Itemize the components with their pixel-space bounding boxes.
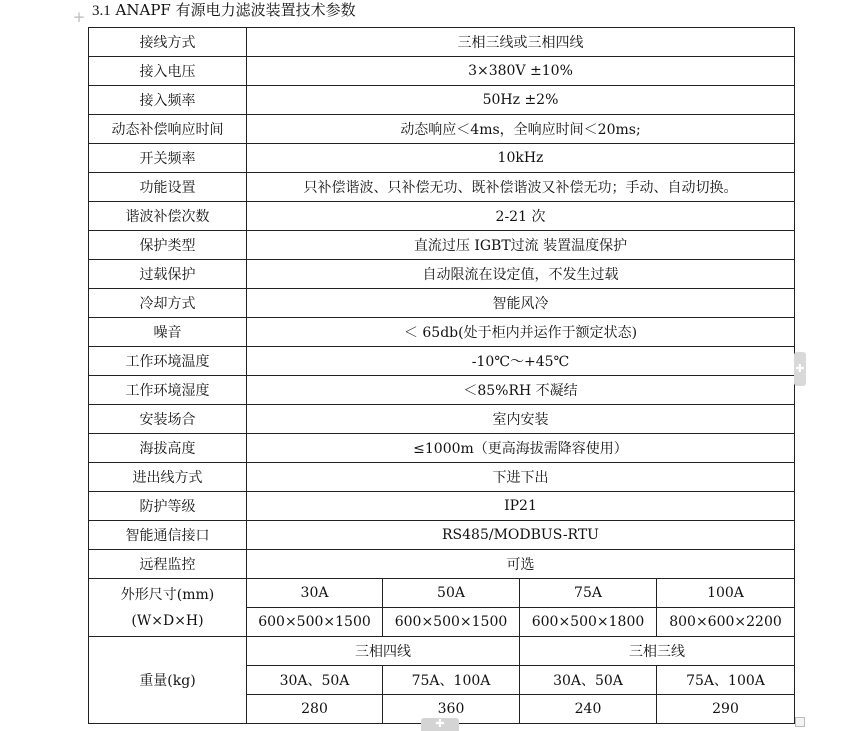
table-resize-handle[interactable] <box>795 717 805 727</box>
row-label: 冷却方式 <box>89 289 247 318</box>
row-drag-handle[interactable]: ✚ <box>421 718 459 731</box>
spec-table <box>88 27 795 724</box>
row-label: 远程监控 <box>89 550 247 579</box>
dimensions-label-line2: (W×D×H) <box>131 612 204 629</box>
table-row <box>89 434 795 463</box>
weight-label: 重量(kg) <box>89 637 247 724</box>
section-number: 3.1 <box>92 3 111 19</box>
row-value: 可选 <box>247 550 795 579</box>
section-title: ANAPF 有源电力滤波装置技术参数 <box>115 1 356 19</box>
table-row <box>89 376 795 405</box>
row-label: 进出线方式 <box>89 463 247 492</box>
table-row <box>89 550 795 579</box>
weight-value: 360 <box>383 695 520 724</box>
column-drag-handle[interactable]: ✚ <box>794 352 806 386</box>
weight-value: 290 <box>657 695 795 724</box>
row-value: 只补偿谐波、只补偿无功、既补偿谐波又补偿无功；手动、自动切换。 <box>247 173 795 202</box>
table-row <box>89 28 795 57</box>
weight-value: 280 <box>247 695 383 724</box>
row-label: 接线方式 <box>89 28 247 57</box>
table-row <box>89 318 795 347</box>
row-value: RS485/MODBUS-RTU <box>247 521 795 550</box>
row-label: 接入频率 <box>89 86 247 115</box>
row-value: IP21 <box>247 492 795 521</box>
row-label: 开关频率 <box>89 144 247 173</box>
row-value: 动态响应＜4ms，全响应时间＜20ms; <box>247 115 795 144</box>
dimension-rating: 50A <box>383 579 520 608</box>
table-row <box>89 405 795 434</box>
row-label: 接入电压 <box>89 57 247 86</box>
row-value: 直流过压 IGBT过流 装置温度保护 <box>247 231 795 260</box>
table-row <box>89 521 795 550</box>
row-label: 工作环境温度 <box>89 347 247 376</box>
table-row <box>89 115 795 144</box>
table-row <box>89 260 795 289</box>
section-heading <box>92 0 356 22</box>
dimensions-rating-row <box>89 579 795 608</box>
row-label: 海拔高度 <box>89 434 247 463</box>
row-value: ＜85%RH 不凝结 <box>247 376 795 405</box>
weight-group: 三相四线 <box>247 637 520 666</box>
row-label: 谐波补偿次数 <box>89 202 247 231</box>
weight-rating: 30A、50A <box>247 666 383 695</box>
table-row <box>89 463 795 492</box>
dimension-rating: 30A <box>247 579 383 608</box>
row-label: 过载保护 <box>89 260 247 289</box>
dimensions-label-line1: 外形尺寸(mm) <box>120 586 215 603</box>
row-label: 保护类型 <box>89 231 247 260</box>
dimension-rating: 100A <box>657 579 795 608</box>
weight-group: 三相三线 <box>520 637 795 666</box>
row-label: 工作环境湿度 <box>89 376 247 405</box>
table-row <box>89 57 795 86</box>
row-label: 防护等级 <box>89 492 247 521</box>
row-value: 2-21 次 <box>247 202 795 231</box>
table-row <box>89 492 795 521</box>
add-block-icon[interactable]: + <box>72 8 86 26</box>
table-row <box>89 231 795 260</box>
table-row <box>89 289 795 318</box>
row-label: 安装场合 <box>89 405 247 434</box>
row-value: 三相三线或三相四线 <box>247 28 795 57</box>
row-value: 自动限流在设定值，不发生过载 <box>247 260 795 289</box>
weight-rating: 30A、50A <box>520 666 657 695</box>
dimension-size: 600×500×1500 <box>247 608 383 637</box>
table-row <box>89 86 795 115</box>
row-value: 10kHz <box>247 144 795 173</box>
weight-value: 240 <box>520 695 657 724</box>
row-value: ＜ 65db(处于柜内并运作于额定状态) <box>247 318 795 347</box>
row-label: 噪音 <box>89 318 247 347</box>
table-row <box>89 202 795 231</box>
dimension-size: 600×500×1500 <box>383 608 520 637</box>
row-value: 3×380V ±10% <box>247 57 795 86</box>
row-label: 功能设置 <box>89 173 247 202</box>
row-value: 下进下出 <box>247 463 795 492</box>
table-row <box>89 144 795 173</box>
row-value: 室内安装 <box>247 405 795 434</box>
table-row <box>89 173 795 202</box>
row-label: 智能通信接口 <box>89 521 247 550</box>
row-value: -10℃～+45℃ <box>247 347 795 376</box>
dimension-rating: 75A <box>520 579 657 608</box>
row-value: 50Hz ±2% <box>247 86 795 115</box>
dimension-size: 600×500×1800 <box>520 608 657 637</box>
table-row <box>89 347 795 376</box>
dimensions-label <box>89 579 247 637</box>
row-value: ≤1000m（更高海拔需降容使用） <box>247 434 795 463</box>
row-value: 智能风冷 <box>247 289 795 318</box>
weight-rating: 75A、100A <box>657 666 795 695</box>
weight-group-row <box>89 637 795 666</box>
weight-rating: 75A、100A <box>383 666 520 695</box>
row-label: 动态补偿响应时间 <box>89 115 247 144</box>
dimension-size: 800×600×2200 <box>657 608 795 637</box>
